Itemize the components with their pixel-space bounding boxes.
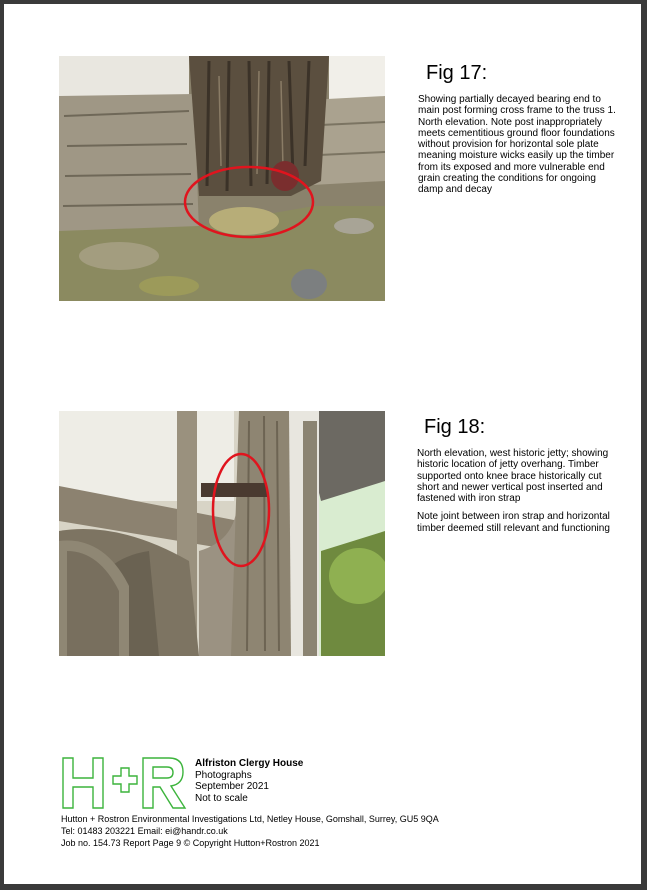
- project-name: Alfriston Clergy House: [195, 758, 304, 769]
- report-page: [4, 4, 641, 884]
- project-scale: Not to scale: [195, 792, 248, 804]
- fig18-title: Fig 18:: [424, 416, 486, 438]
- footer-company: Hutton + Rostron Environmental Investigations Ltd, Netley House, Gomshall, Surrey, GU5 9QA: [61, 814, 439, 824]
- project-date: September 2021: [195, 781, 269, 792]
- fig17-caption: [418, 94, 618, 203]
- fig18-caption: [417, 448, 617, 541]
- fig17-title: Fig 17:: [426, 62, 488, 84]
- fig18-caption-text-2: Note joint between iron strap and horizontal timber deemed still relevant and functioning: [417, 511, 610, 534]
- fig17-caption-text: Showing partially decayed bearing end to main post forming cross frame to the truss 1. North elevation. Note post inappropriately meets cementitious ground floor foundations without provision for horizontal sole plate meaning moisture wicks easily up the timber from its exposed and more vulnerable end grain creating the conditions for ongoing damp and decay: [418, 94, 616, 196]
- hr-logo: [61, 756, 187, 815]
- fig17-photo: [59, 56, 385, 301]
- footer-job: Job no. 154.73 Report Page 9 © Copyright Hutton+Rostron 2021: [61, 838, 320, 848]
- fig18-photo: [59, 411, 385, 656]
- footer-contact: Tel: 01483 203221 Email: ei@handr.co.uk: [61, 826, 228, 836]
- project-type: Photographs: [195, 769, 252, 781]
- project-info: [195, 758, 303, 804]
- fig18-caption-text-1: North elevation, west historic jetty; showing historic location of jetty overhang. Timber supported onto knee brace historically cut short and newer vertical post inserted and fastened with iron strap: [417, 448, 609, 505]
